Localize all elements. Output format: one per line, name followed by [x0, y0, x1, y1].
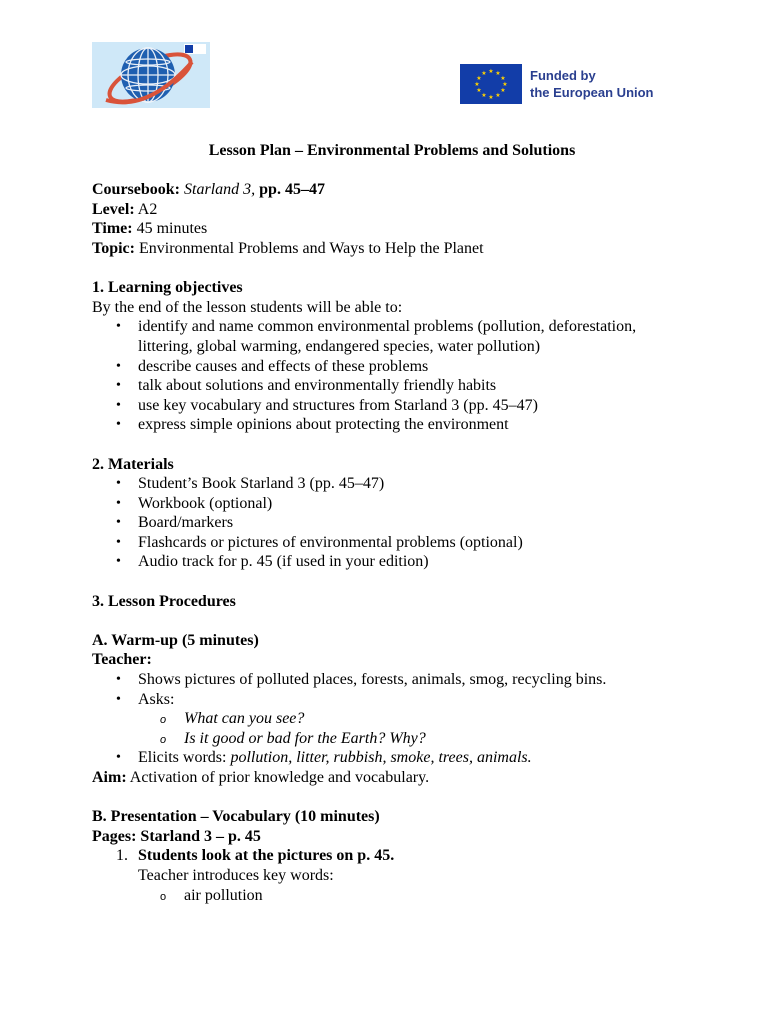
aim-label: Aim: [92, 769, 127, 786]
step-1-text: Students look at the pictures on p. 45. [138, 847, 395, 865]
objectives-heading: 1. Learning objectives [92, 279, 243, 297]
objectives-list [92, 317, 692, 435]
materials-heading: 2. Materials [92, 455, 174, 473]
coursebook-label: Coursebook: [92, 181, 181, 199]
svg-text:★: ★ [488, 94, 494, 101]
coursebook-title: Starland 3, [184, 181, 256, 199]
svg-text:★: ★ [481, 70, 487, 77]
svg-text:★: ★ [500, 87, 506, 94]
list-item: • Audio track for p. 45 (if used in your edition) [92, 552, 692, 572]
topic-line [92, 239, 692, 259]
introduces-line: Teacher introduces key words: [138, 866, 334, 884]
svg-text:★: ★ [495, 70, 501, 77]
list-item: o What can you see? [92, 709, 692, 729]
eu-line-1: Funded by [530, 68, 596, 83]
warmup-elicits [92, 748, 692, 768]
time-label: Time: [92, 220, 133, 238]
level-label: Level: [92, 200, 135, 218]
presentation-heading: B. Presentation – Vocabulary (10 minutes) [92, 808, 380, 826]
list-item: • Asks: [92, 690, 692, 710]
time-value: 45 minutes [132, 220, 208, 238]
materials-list [92, 474, 692, 572]
aim-value: Activation of prior knowledge and vocabulary. [126, 769, 430, 786]
elicits-words: pollution, litter, rubbish, smoke, trees, animals. [230, 749, 532, 767]
lesson-plan-document [92, 141, 692, 905]
list-item: o Is it good or bad for the Earth? Why? [92, 729, 692, 749]
list-item: • identify and name common environmental problems (pollution, deforestation, littering, global warming, endangered species, water pollution) [92, 317, 692, 356]
key-words-list [92, 886, 692, 906]
eu-flag-icon [460, 64, 522, 104]
list-item: • Student’s Book Starland 3 (pp. 45–47) [92, 474, 692, 494]
objectives-intro: By the end of the lesson students will be able to: [92, 298, 403, 316]
presentation-pages: Pages: Starland 3 – p. 45 [92, 827, 261, 845]
warmup-heading: A. Warm-up (5 minutes) [92, 631, 259, 649]
topic-label: Topic: [92, 239, 135, 257]
list-item: o air pollution [92, 886, 692, 906]
warmup-teacher-label: Teacher: [92, 651, 152, 669]
globe-logo-icon [92, 42, 210, 108]
list-item: • Shows pictures of polluted places, forests, animals, smog, recycling bins. [92, 670, 692, 690]
topic-value: Environmental Problems and Ways to Help the Planet [134, 239, 484, 257]
eu-funding-text [530, 67, 680, 101]
list-item: • Workbook (optional) [92, 494, 692, 514]
list-item: • express simple opinions about protecting the environment [92, 415, 692, 435]
list-item: • Board/markers [92, 513, 692, 533]
svg-text:★: ★ [474, 81, 480, 88]
svg-text:★: ★ [495, 92, 501, 99]
svg-text:★: ★ [476, 87, 482, 94]
warmup-questions [92, 709, 692, 748]
level-line [92, 200, 692, 220]
step-1 [92, 846, 692, 866]
project-logo [92, 42, 210, 108]
eu-line-2: the European Union [530, 85, 654, 100]
page-title: Lesson Plan – Environmental Problems and Solutions [208, 142, 576, 159]
svg-text:★: ★ [488, 68, 494, 75]
list-item: • Flashcards or pictures of environmental problems (optional) [92, 533, 692, 553]
aim-line [92, 768, 692, 788]
procedures-heading: 3. Lesson Procedures [92, 592, 236, 610]
svg-text:★: ★ [502, 81, 508, 88]
coursebook-pages: pp. 45–47 [255, 181, 325, 199]
list-item: • use key vocabulary and structures from Starland 3 (pp. 45–47) [92, 396, 692, 416]
svg-text:★: ★ [481, 92, 487, 99]
level-value: A2 [134, 200, 158, 218]
coursebook-line [92, 180, 692, 200]
list-item: • describe causes and effects of these problems [92, 357, 692, 377]
step-1-number: 1. [116, 847, 128, 865]
svg-text:★: ★ [500, 75, 506, 82]
warmup-list [92, 670, 692, 709]
list-item [92, 748, 692, 768]
elicits-prefix: Elicits words: [138, 749, 231, 767]
time-line [92, 219, 692, 239]
svg-text:★: ★ [476, 75, 482, 82]
list-item: • talk about solutions and environmentally friendly habits [92, 376, 692, 396]
